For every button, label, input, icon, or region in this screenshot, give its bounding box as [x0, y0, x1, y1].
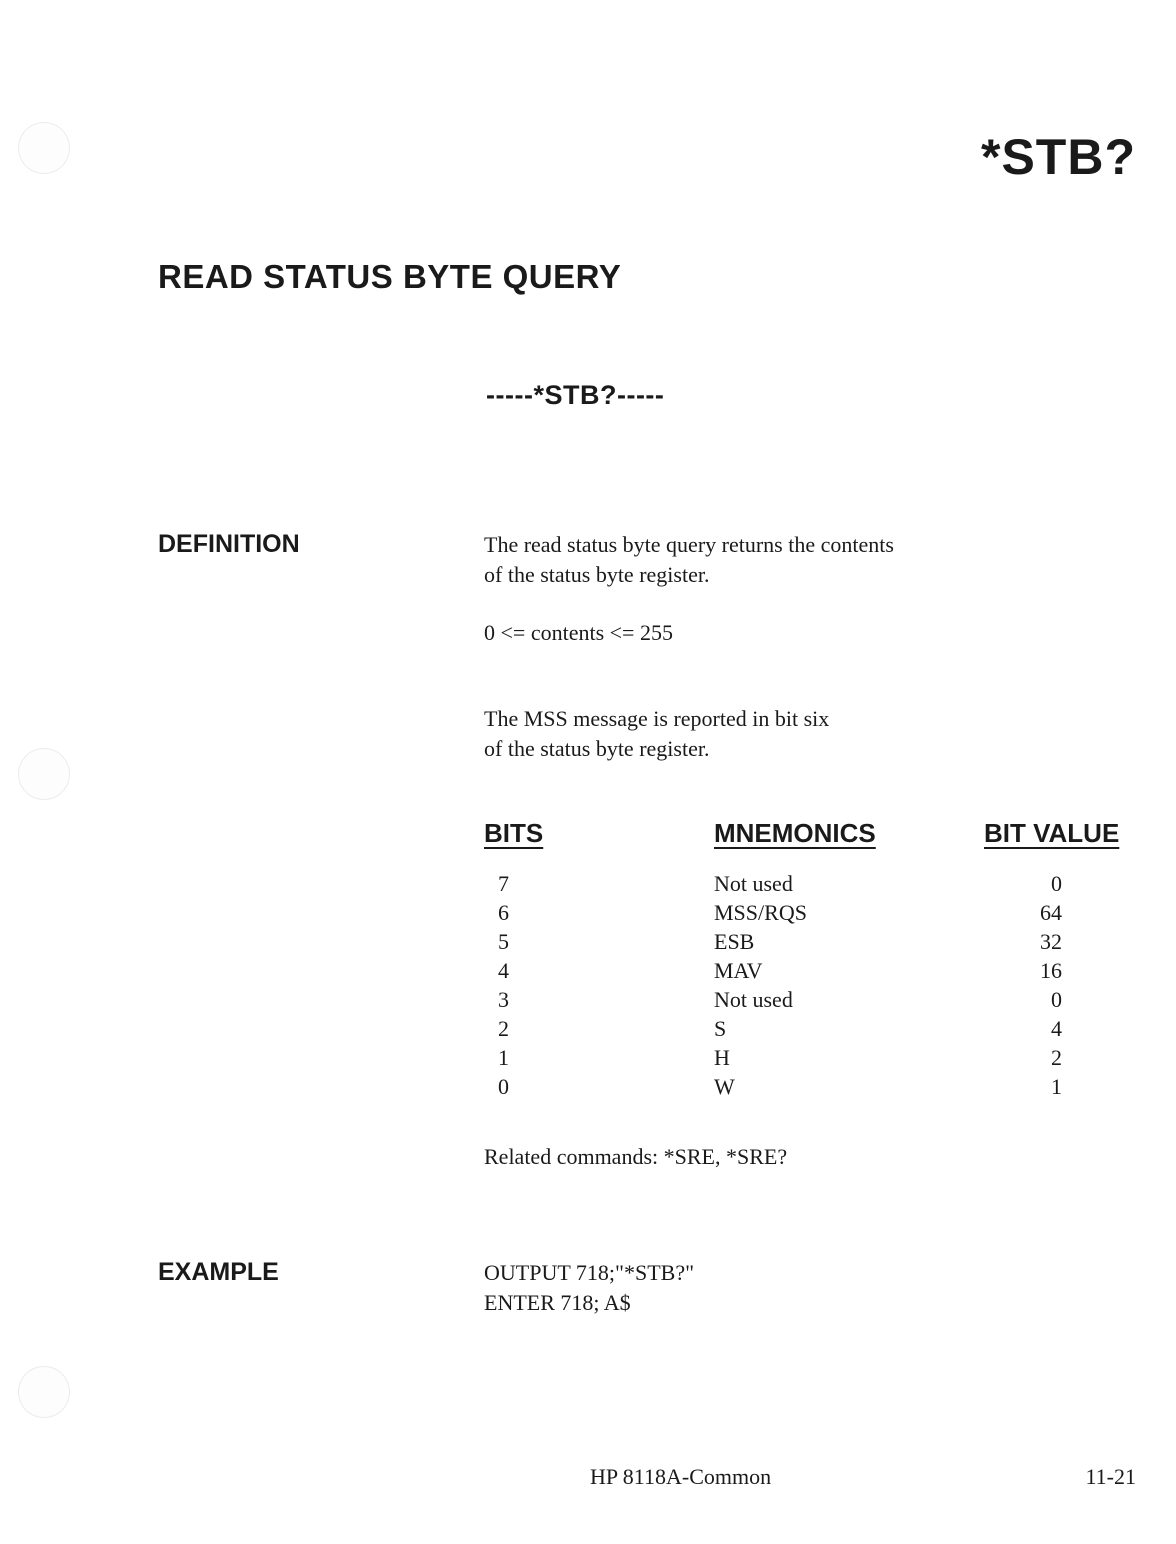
value-cell: 16	[1040, 958, 1062, 983]
bit-cell: 3	[498, 987, 509, 1012]
bit-cell: 5	[498, 929, 509, 954]
table-row	[484, 1043, 1124, 1072]
mnemonic-cell: Not used	[714, 987, 793, 1012]
value-cell: 64	[1040, 900, 1062, 925]
value-cell: 2	[1051, 1045, 1062, 1070]
value-cell: 32	[1040, 929, 1062, 954]
contents-range: 0 <= contents <= 255	[484, 620, 673, 645]
value-cell: 1	[1051, 1074, 1062, 1099]
bit-value-header: BIT VALUE	[984, 818, 1120, 848]
mnemonic-cell: W	[714, 1074, 735, 1099]
mnemonic-cell: H	[714, 1045, 730, 1070]
mnemonic-cell: S	[714, 1016, 727, 1041]
value-cell: 0	[1051, 987, 1062, 1012]
table-row	[484, 1072, 1124, 1101]
mnemonic-cell: Not used	[714, 871, 793, 896]
value-cell: 0	[1051, 871, 1062, 896]
related-commands: Related commands: *SRE, *SRE?	[484, 1144, 788, 1169]
punch-hole-bottom	[18, 1366, 70, 1418]
page-heading: READ STATUS BYTE QUERY	[158, 258, 622, 295]
table-row	[484, 985, 1124, 1014]
mnemonic-cell: MSS/RQS	[714, 900, 807, 925]
table-row	[484, 927, 1124, 956]
status-bits-table	[484, 818, 1124, 1101]
corner-command-title: *STB?	[981, 129, 1136, 185]
definition-label: DEFINITION	[158, 530, 300, 558]
footer-page-number: 11-21	[1085, 1464, 1136, 1489]
punch-hole-middle	[18, 748, 70, 800]
mnemonic-cell: MAV	[714, 958, 763, 983]
value-cell: 4	[1051, 1016, 1062, 1041]
definition-paragraph: The read status byte query returns the contents of the status byte register.	[484, 532, 894, 587]
mnemonics-header: MNEMONICS	[714, 818, 876, 848]
bit-cell: 1	[498, 1045, 509, 1070]
punch-hole-top	[18, 122, 70, 174]
bit-cell: 4	[498, 958, 509, 983]
table-row	[484, 869, 1124, 898]
example-label: EXAMPLE	[158, 1258, 279, 1286]
table-row	[484, 956, 1124, 985]
bit-cell: 0	[498, 1074, 509, 1099]
footer-document-name: HP 8118A-Common	[590, 1464, 772, 1489]
syntax-diagram: -----*STB?-----	[486, 380, 665, 410]
table-row	[484, 1014, 1124, 1043]
bit-cell: 7	[498, 871, 509, 896]
bit-cell: 6	[498, 900, 509, 925]
bit-cell: 2	[498, 1016, 509, 1041]
bits-header: BITS	[484, 818, 544, 848]
mnemonic-cell: ESB	[714, 929, 755, 954]
table-header-row	[484, 818, 1124, 869]
example-code: OUTPUT 718;"*STB?" ENTER 718; A$	[484, 1260, 695, 1315]
mss-paragraph: The MSS message is reported in bit six of the status byte register.	[484, 706, 830, 761]
table-row	[484, 898, 1124, 927]
